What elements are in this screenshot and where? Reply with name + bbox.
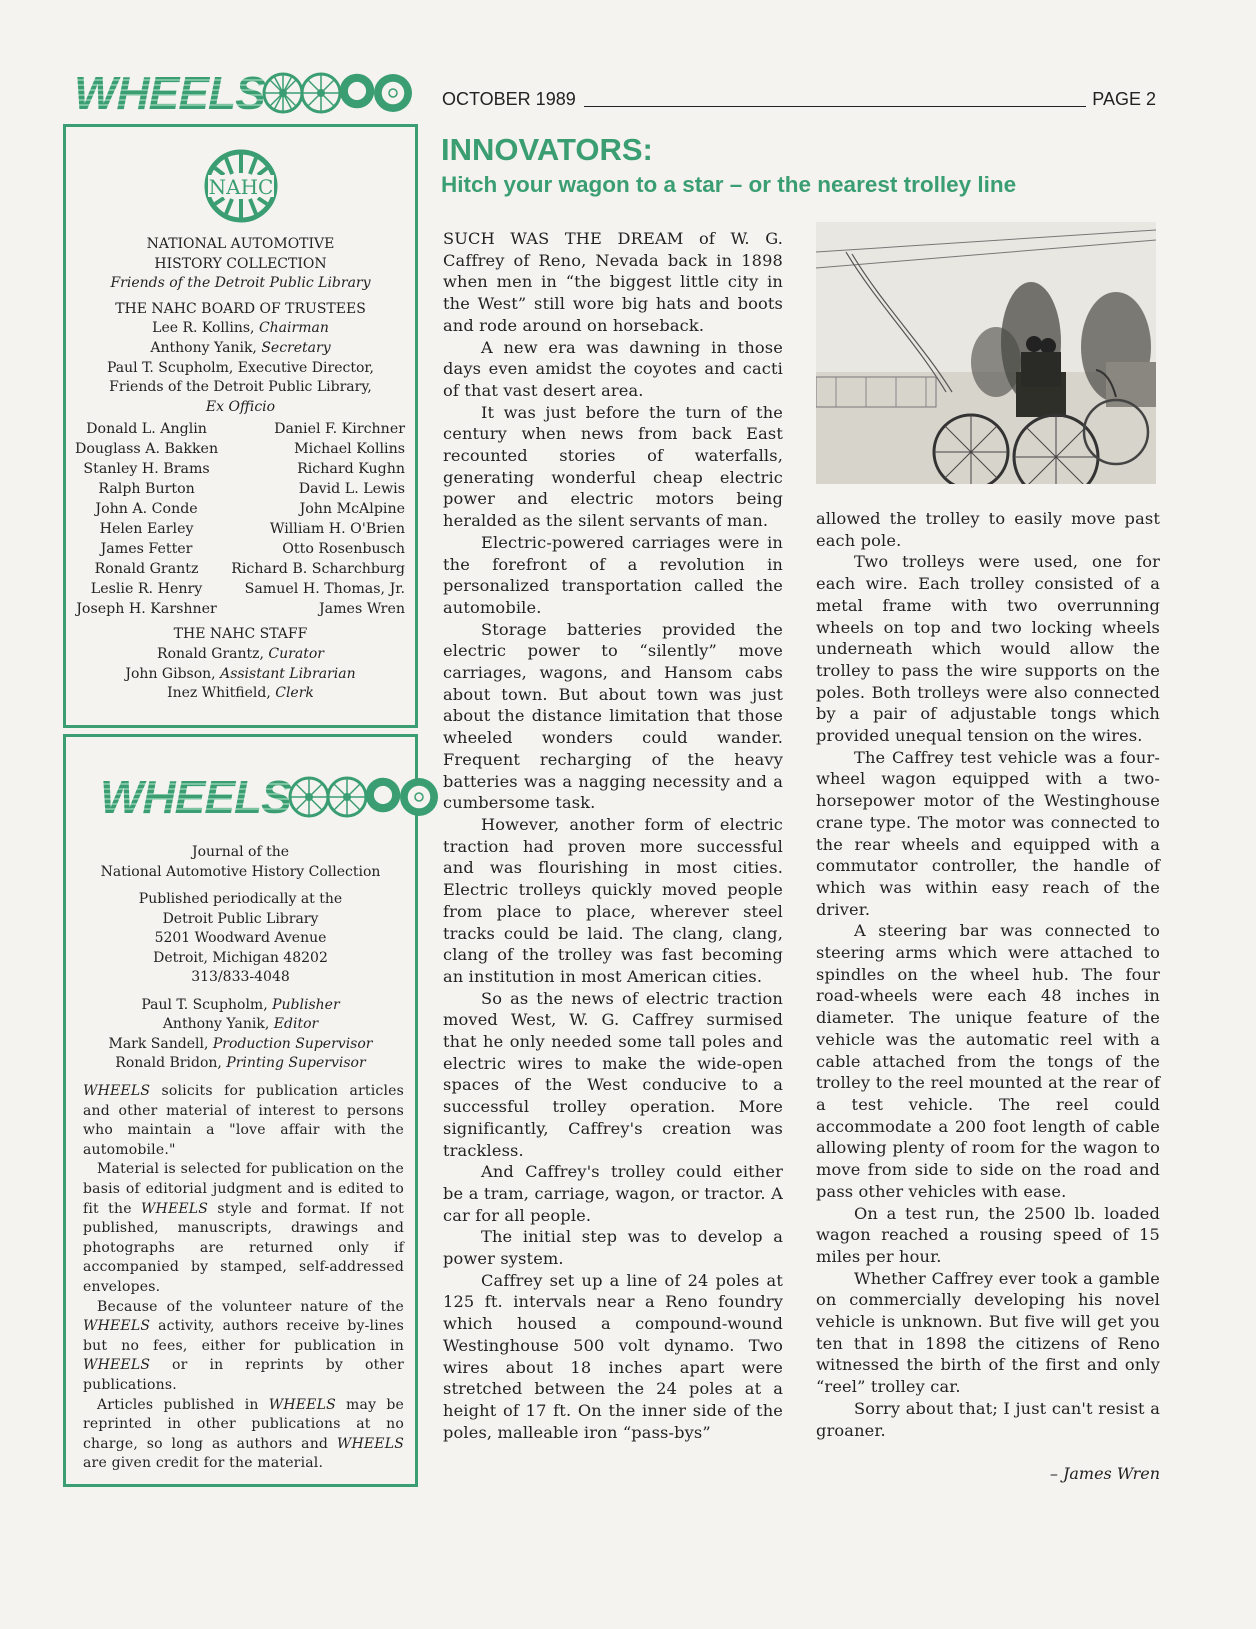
officer-line: Lee R. Kollins, Chairman: [152, 320, 329, 337]
exec-director-line1: Paul T. Scupholm, Executive Director,: [107, 359, 374, 376]
address-line: 313/833-4048: [191, 969, 290, 985]
article-paragraph: So as the news of electric traction moved West, W. G. Caffrey surmised that he only needed some tall poles and electric wires to make the wide-open spaces of the West conducive to a successful trolley operation. More significantly, Caffrey's creation was trackless.: [443, 988, 783, 1160]
trustee-name: James Fetter: [100, 540, 193, 557]
trustee-name: Stanley H. Brams: [83, 461, 210, 478]
staff-line: John Gibson, Assistant Librarian: [125, 665, 356, 682]
nahc-info: [66, 235, 415, 704]
trustee-name: Otto Rosenbusch: [282, 540, 405, 557]
dateline-rule: [584, 106, 1087, 107]
article-paragraph: It was just before the turn of the century when news from back East recounted stories of waterfalls, generating wonderful cheap electric power and electric motors being heralded as the silent servants of man.: [443, 402, 783, 531]
article-paragraph: Sorry about that; I just can't resist a groaner.: [816, 1398, 1160, 1440]
article-paragraph: Whether Caffrey ever took a gamble on commercially developing his novel vehicle is unknown. But five will get you ten that in 1898 the citizens of Reno witnessed the birth of the first and only “reel” trolley car.: [816, 1268, 1160, 1397]
address-line: Detroit, Michigan 48202: [153, 949, 328, 966]
trustee-name: John A. Conde: [95, 500, 198, 517]
article-paragraph: The Caffrey test vehicle was a four-wheel wagon equipped with a two-horsepower motor of the Westinghouse crane type. The motor was connected to the rear wheels and equipped with a commutator controller, the handle of which was within easy reach of the driver.: [816, 747, 1160, 919]
page-number: PAGE 2: [1092, 89, 1156, 109]
staff-heading: THE NAHC STAFF: [173, 626, 308, 643]
board-heading: THE NAHC BOARD OF TRUSTEES: [115, 300, 366, 317]
article-paragraph: And Caffrey's trolley could either be a tram, carriage, wagon, or tractor. A car for all people.: [443, 1162, 783, 1225]
policy-paragraph: WHEELS solicits for publication articles and other material of interest to persons who maintain a "love affair with the automobile.": [83, 1083, 404, 1158]
article-kicker: INNOVATORS:: [441, 132, 653, 167]
trustee-name: Richard Kughn: [297, 461, 405, 478]
org-subtitle: Friends of the Detroit Public Library: [110, 275, 371, 292]
wheels-emblem-icon: [293, 775, 441, 819]
trustee-name: James Wren: [318, 600, 405, 617]
pub-staff-line: Mark Sandell, Production Supervisor: [108, 1035, 373, 1052]
trustee-name: John McAlpine: [299, 500, 405, 517]
wheels-logo-text: WHEELS: [74, 67, 265, 119]
article-paragraph: Storage batteries provided the electric power to “silently” move carriages, wagons, and Hansom cabs about town. But about town was just about the distance limitation that those wheeled wonders could wander. Frequent recharging of the heavy batteries was a nagging necessity and a cumbersome task.: [443, 619, 783, 813]
staff-line: Ronald Grantz, Curator: [157, 646, 324, 662]
trustee-column-right: [231, 420, 405, 619]
article-photo: [816, 222, 1156, 484]
exec-director-role: Ex Officio: [205, 398, 276, 415]
wheels-logo-bottom: [100, 770, 441, 824]
issue-date: OCTOBER 1989: [442, 89, 576, 109]
wheels-logo-top: [74, 66, 415, 120]
address-line: 5201 Woodward Avenue: [154, 930, 327, 946]
journal-line2: National Automotive History Collection: [100, 863, 381, 880]
journal-info: [66, 843, 415, 1074]
trustee-name: Michael Kollins: [294, 441, 405, 458]
address-line: Detroit Public Library: [162, 910, 319, 927]
trustee-name: Ronald Grantz: [94, 560, 199, 577]
article-paragraph: allowed the trolley to easily move past each pole.: [816, 509, 1160, 550]
article-paragraph: A steering bar was connected to steering arms which were attached to spindles on the wheel hub. The four road-wheels were each 48 inches in diameter. The unique feature of the vehicle was the automatic reel with a cable attached from the tongs of the trolley to the reel mounted at the rear of a test vehicle. The reel could accommodate a 200 foot length of cable allowing plenty of room for the wagon to move from side to side on the road and pass other vehicles with ease.: [816, 921, 1160, 1201]
nahc-emblem-icon: [204, 149, 278, 227]
pub-staff-line: Anthony Yanik, Editor: [162, 1016, 319, 1032]
pub-staff-line: Ronald Bridon, Printing Supervisor: [115, 1055, 366, 1071]
article-paragraph: Caffrey set up a line of 24 poles at 125 ft. intervals near a Reno foundry which housed a compound-wound Westinghouse 500 volt dynamo. Two wires about 18 inches apart were stretched between the 24 poles at a height of 17 ft. On the inner side of the poles, malleable iron “pass-bys”: [443, 1270, 783, 1442]
wheels-logo-text: WHEELS: [100, 771, 291, 823]
article-column-2: [816, 508, 1160, 1441]
article-paragraph: Electric-powered carriages were in the forefront of a revolution in personalized transportation called the automobile.: [443, 532, 783, 617]
trustee-name: Richard B. Scharchburg: [231, 560, 405, 577]
wheels-emblem-icon: [267, 71, 415, 115]
article-paragraph: The initial step was to develop a power system.: [443, 1227, 783, 1269]
article-paragraph: On a test run, the 2500 lb. loaded wagon reached a rousing speed of 15 miles per hour.: [816, 1203, 1160, 1266]
article-headline: Hitch your wagon to a star – or the nearest trolley line: [441, 172, 1017, 197]
pub-staff-line: Paul T. Scupholm, Publisher: [141, 996, 340, 1013]
journal-line1: Journal of the: [191, 844, 290, 860]
article-column-1: [443, 228, 783, 1443]
submission-policy: [83, 1082, 404, 1474]
trustee-name: Helen Earley: [99, 520, 194, 537]
trustee-name: Douglass A. Bakken: [75, 441, 219, 458]
article-paragraph: Two trolleys were used, one for each wire. Each trolley consisted of a metal frame with two overrunning wheels on top and two locking wheels underneath which would allow the trolley to pass the wire supports on the poles. Both trolleys were also connected by a pair of adjustable tongs which provided unequal tension on the wires.: [816, 552, 1160, 746]
article-paragraph: A new era was dawning in those days even amidst the coyotes and cacti of that vast desert area.: [443, 337, 783, 400]
trustee-name: Samuel H. Thomas, Jr.: [244, 580, 405, 597]
address-line: Published periodically at the: [138, 891, 343, 907]
trustee-name: William H. O'Brien: [269, 520, 405, 537]
exec-director-line2: Friends of the Detroit Public Library,: [109, 379, 372, 396]
trustee-name: David L. Lewis: [298, 481, 405, 498]
policy-paragraph: Because of the volunteer nature of the WHEELS activity, authors receive by-lines but no fees, either for publication in WHEELS or in reprints by other publications.: [83, 1298, 404, 1393]
address-block: [66, 890, 415, 988]
trustee-column-left: [75, 420, 218, 619]
policy-paragraph: Articles published in WHEELS may be reprinted in other publications at no charge, so long as authors and WHEELS are given credit for the material.: [83, 1396, 404, 1472]
nahc-info-box: [63, 124, 418, 728]
trustee-list: [66, 420, 415, 619]
org-name-line2: HISTORY COLLECTION: [154, 255, 327, 272]
officer-line: Anthony Yanik, Secretary: [150, 339, 331, 356]
trustee-name: Ralph Burton: [98, 481, 195, 498]
trustee-name: Donald L. Anglin: [86, 421, 207, 438]
policy-paragraph: Material is selected for publication on the basis of editorial judgment and is edited to fit the WHEELS style and format. If not published, manuscripts, drawings and photographs are returned only if accompanied by stamped, self-addressed envelopes.: [83, 1161, 405, 1295]
author-byline: – James Wren: [1049, 1464, 1160, 1483]
publication-staff: [66, 996, 415, 1074]
trolley-wagon-illustration: [816, 222, 1156, 484]
wheels-info-box: [63, 734, 418, 1487]
trustee-name: Joseph H. Karshner: [76, 600, 217, 617]
trustee-name: Daniel F. Kirchner: [274, 421, 405, 438]
org-name-line1: NATIONAL AUTOMOTIVE: [146, 236, 335, 252]
staff-line: Inez Whitfield, Clerk: [167, 685, 314, 702]
nahc-emblem-text: NAHC: [208, 175, 274, 199]
dateline: [442, 89, 1156, 110]
article-paragraph: SUCH WAS THE DREAM of W. G. Caffrey of Reno, Nevada back in 1898 when men in “the biggest little city in the West” still wore big hats and boots and rode around on horseback.: [443, 229, 783, 335]
trustee-name: Leslie R. Henry: [90, 580, 203, 597]
article-paragraph: However, another form of electric traction had proven more successful and was flourishing in most cities. Electric trolleys quickly moved people from place to place, wherever steel tracks could be laid. The clang, clang, clang of the trolley was fast becoming an institution in most American cities.: [443, 814, 783, 986]
